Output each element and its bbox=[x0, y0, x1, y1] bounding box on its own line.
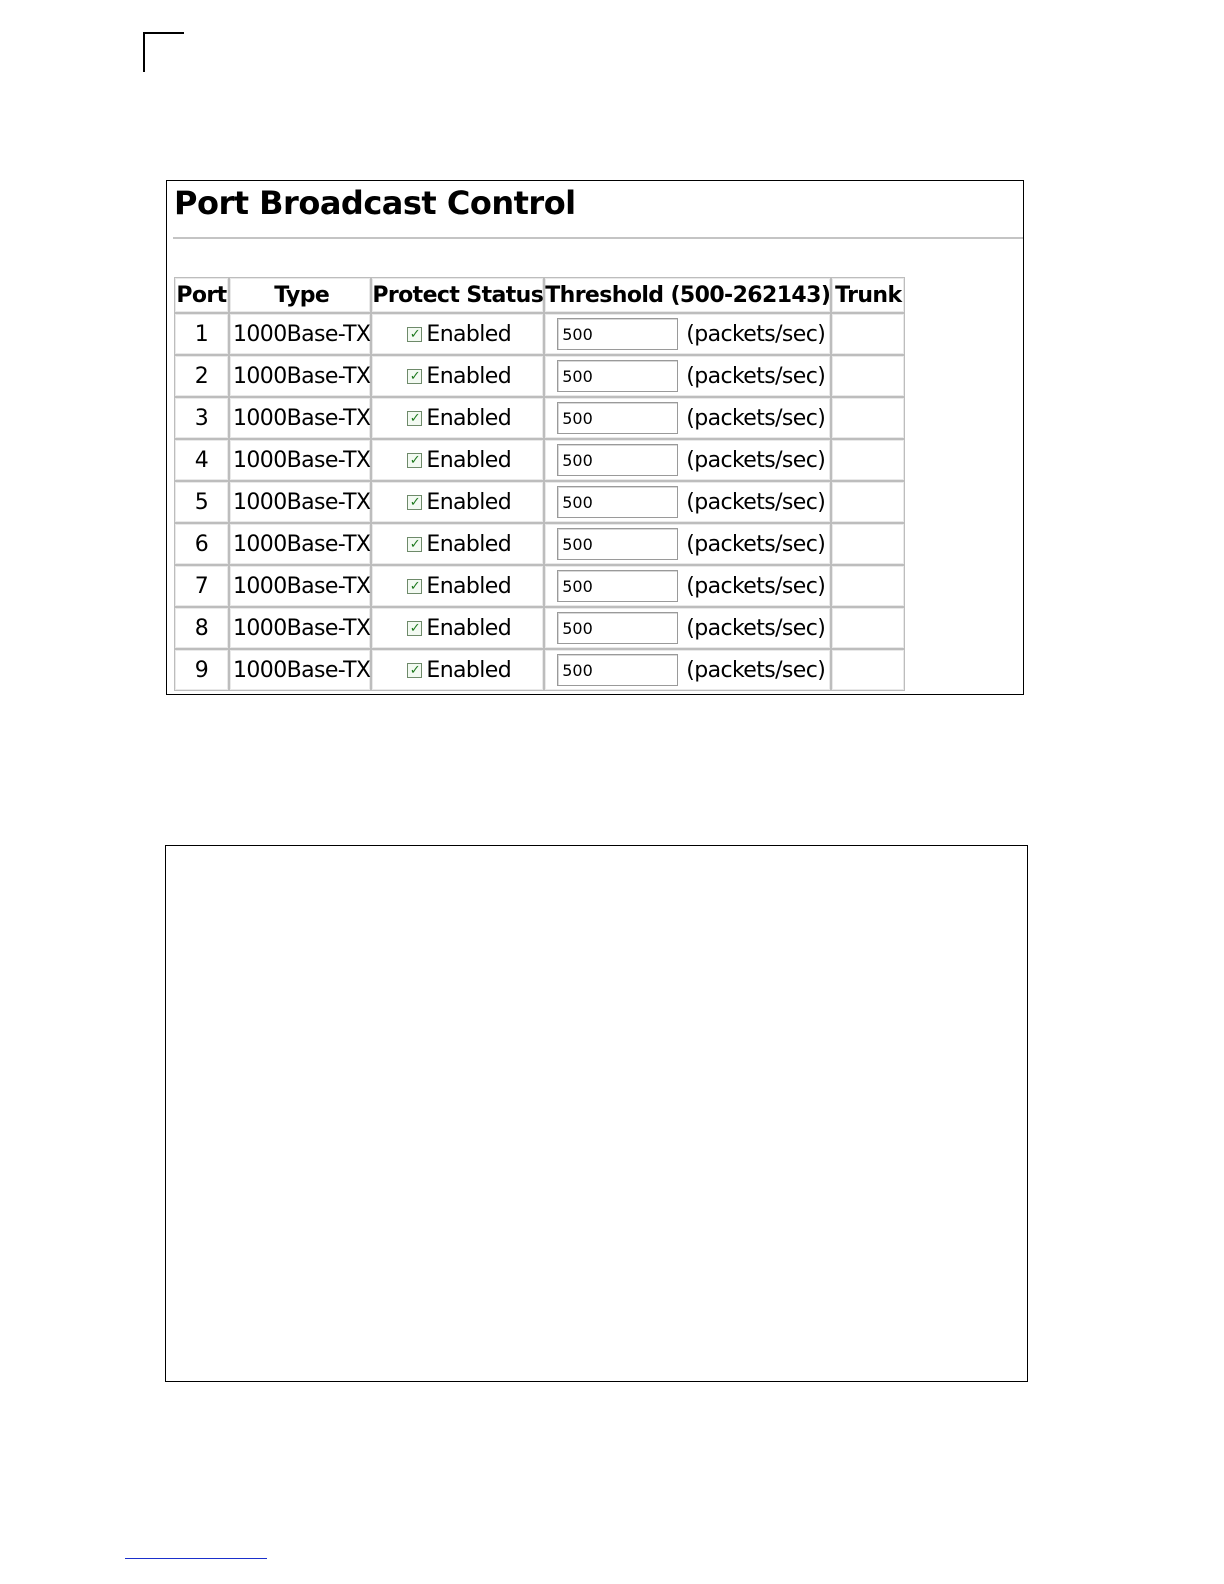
threshold-cell bbox=[544, 565, 831, 607]
protect-status-label: Enabled bbox=[426, 321, 512, 347]
port-number: 8 bbox=[174, 607, 229, 649]
protect-status-cell bbox=[371, 355, 544, 397]
port-type: 1000Base-TX bbox=[229, 565, 371, 607]
threshold-unit: (packets/sec) bbox=[686, 447, 826, 473]
threshold-input[interactable] bbox=[557, 486, 678, 518]
header-threshold: Threshold (500-262143) bbox=[544, 277, 831, 313]
protect-status-control[interactable] bbox=[372, 616, 543, 641]
protect-status-label: Enabled bbox=[426, 489, 512, 515]
threshold-cell bbox=[544, 439, 831, 481]
port-number: 6 bbox=[174, 523, 229, 565]
protect-status-cell bbox=[371, 565, 544, 607]
port-type: 1000Base-TX bbox=[229, 355, 371, 397]
trunk-cell bbox=[831, 439, 905, 481]
threshold-unit: (packets/sec) bbox=[686, 363, 826, 389]
protect-status-cell bbox=[371, 649, 544, 691]
protect-status-control[interactable] bbox=[372, 574, 543, 599]
threshold-unit: (packets/sec) bbox=[686, 573, 826, 599]
header-protect-status: Protect Status bbox=[371, 277, 544, 313]
threshold-input[interactable] bbox=[557, 528, 678, 560]
protect-status-cell bbox=[371, 481, 544, 523]
port-type: 1000Base-TX bbox=[229, 607, 371, 649]
threshold-input[interactable] bbox=[557, 444, 678, 476]
threshold-cell bbox=[544, 649, 831, 691]
threshold-input[interactable] bbox=[557, 654, 678, 686]
port-broadcast-control-panel bbox=[166, 180, 1024, 695]
footer-rule bbox=[125, 1558, 267, 1559]
table-row bbox=[174, 607, 905, 649]
protect-status-label: Enabled bbox=[426, 447, 512, 473]
table-header-row bbox=[174, 277, 905, 313]
port-number: 1 bbox=[174, 313, 229, 355]
trunk-cell bbox=[831, 397, 905, 439]
trunk-cell bbox=[831, 481, 905, 523]
port-number: 2 bbox=[174, 355, 229, 397]
protect-status-cell bbox=[371, 397, 544, 439]
checkbox-checked-icon[interactable]: ✓ bbox=[407, 327, 422, 342]
port-number: 3 bbox=[174, 397, 229, 439]
trunk-cell bbox=[831, 313, 905, 355]
port-type: 1000Base-TX bbox=[229, 439, 371, 481]
checkbox-checked-icon[interactable]: ✓ bbox=[407, 411, 422, 426]
title-divider bbox=[173, 237, 1023, 239]
checkbox-checked-icon[interactable]: ✓ bbox=[407, 621, 422, 636]
checkbox-checked-icon[interactable]: ✓ bbox=[407, 495, 422, 510]
checkbox-checked-icon[interactable]: ✓ bbox=[407, 663, 422, 678]
threshold-cell bbox=[544, 313, 831, 355]
trunk-cell bbox=[831, 607, 905, 649]
table-row bbox=[174, 649, 905, 691]
port-number: 4 bbox=[174, 439, 229, 481]
threshold-cell bbox=[544, 607, 831, 649]
threshold-unit: (packets/sec) bbox=[686, 489, 826, 515]
table-row bbox=[174, 397, 905, 439]
protect-status-label: Enabled bbox=[426, 363, 512, 389]
protect-status-control[interactable] bbox=[372, 406, 543, 431]
protect-status-control[interactable] bbox=[372, 658, 543, 683]
threshold-input[interactable] bbox=[557, 570, 678, 602]
port-number: 5 bbox=[174, 481, 229, 523]
trunk-cell bbox=[831, 565, 905, 607]
port-number: 9 bbox=[174, 649, 229, 691]
threshold-unit: (packets/sec) bbox=[686, 615, 826, 641]
table-row bbox=[174, 481, 905, 523]
table-row bbox=[174, 439, 905, 481]
protect-status-label: Enabled bbox=[426, 573, 512, 599]
protect-status-control[interactable] bbox=[372, 448, 543, 473]
threshold-input[interactable] bbox=[557, 318, 678, 350]
port-type: 1000Base-TX bbox=[229, 523, 371, 565]
threshold-cell bbox=[544, 523, 831, 565]
threshold-unit: (packets/sec) bbox=[686, 321, 826, 347]
protect-status-label: Enabled bbox=[426, 615, 512, 641]
protect-status-control[interactable] bbox=[372, 322, 543, 347]
table-row bbox=[174, 565, 905, 607]
table-row bbox=[174, 313, 905, 355]
port-type: 1000Base-TX bbox=[229, 481, 371, 523]
corner-crop-mark bbox=[143, 32, 184, 72]
page-title: Port Broadcast Control bbox=[174, 184, 576, 222]
blank-figure-frame bbox=[165, 845, 1028, 1382]
port-number: 7 bbox=[174, 565, 229, 607]
threshold-unit: (packets/sec) bbox=[686, 405, 826, 431]
protect-status-label: Enabled bbox=[426, 405, 512, 431]
threshold-cell bbox=[544, 355, 831, 397]
trunk-cell bbox=[831, 523, 905, 565]
protect-status-label: Enabled bbox=[426, 531, 512, 557]
protect-status-control[interactable] bbox=[372, 364, 543, 389]
protect-status-cell bbox=[371, 313, 544, 355]
trunk-cell bbox=[831, 649, 905, 691]
table-row bbox=[174, 355, 905, 397]
port-type: 1000Base-TX bbox=[229, 397, 371, 439]
checkbox-checked-icon[interactable]: ✓ bbox=[407, 579, 422, 594]
header-type: Type bbox=[229, 277, 371, 313]
port-table bbox=[174, 277, 905, 691]
header-trunk: Trunk bbox=[831, 277, 905, 313]
protect-status-cell bbox=[371, 607, 544, 649]
protect-status-cell bbox=[371, 523, 544, 565]
threshold-unit: (packets/sec) bbox=[686, 531, 826, 557]
protect-status-control[interactable] bbox=[372, 532, 543, 557]
checkbox-checked-icon[interactable]: ✓ bbox=[407, 369, 422, 384]
port-type: 1000Base-TX bbox=[229, 649, 371, 691]
threshold-unit: (packets/sec) bbox=[686, 657, 826, 683]
checkbox-checked-icon[interactable]: ✓ bbox=[407, 537, 422, 552]
table-row bbox=[174, 523, 905, 565]
threshold-input[interactable] bbox=[557, 360, 678, 392]
protect-status-cell bbox=[371, 439, 544, 481]
threshold-cell bbox=[544, 397, 831, 439]
checkbox-checked-icon[interactable]: ✓ bbox=[407, 453, 422, 468]
port-type: 1000Base-TX bbox=[229, 313, 371, 355]
threshold-input[interactable] bbox=[557, 402, 678, 434]
protect-status-label: Enabled bbox=[426, 657, 512, 683]
protect-status-control[interactable] bbox=[372, 490, 543, 515]
threshold-cell bbox=[544, 481, 831, 523]
header-port: Port bbox=[174, 277, 229, 313]
threshold-input[interactable] bbox=[557, 612, 678, 644]
trunk-cell bbox=[831, 355, 905, 397]
